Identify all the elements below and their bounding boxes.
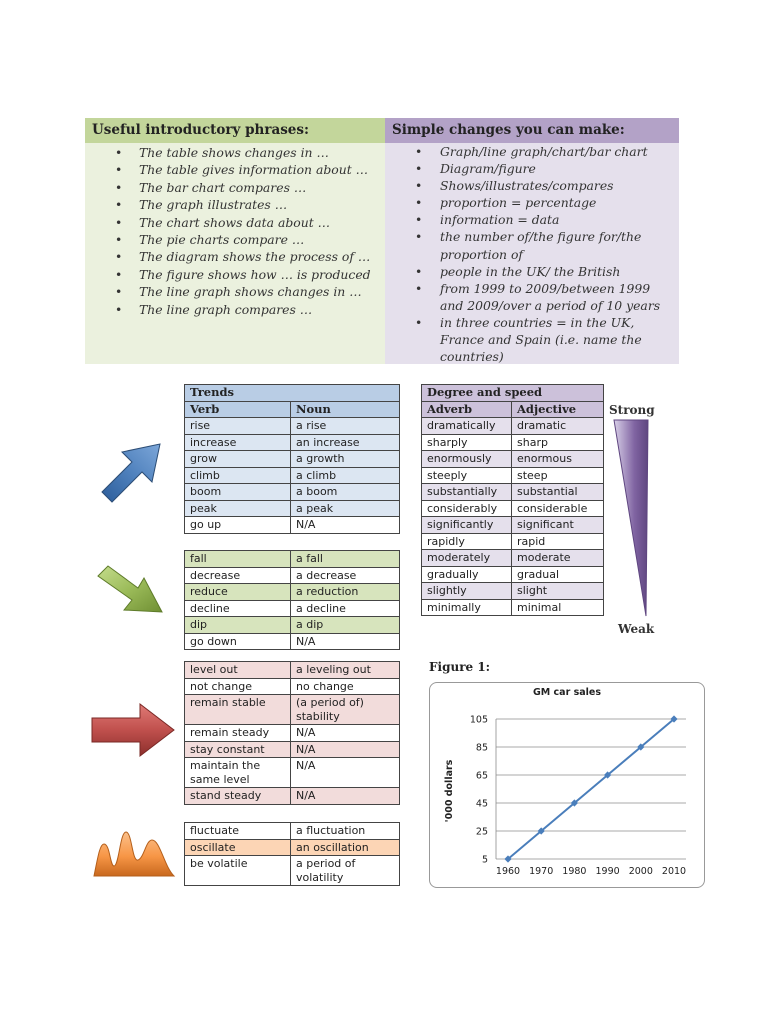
y-tick-label: 85 <box>475 742 488 754</box>
degree-speed-table <box>421 384 604 616</box>
x-tick-label: 2000 <box>628 866 653 877</box>
bullet-icon: • <box>415 263 423 279</box>
line-chart <box>430 683 704 887</box>
table-row: maintain the same level N/A <box>185 758 400 788</box>
weak-label: Weak <box>618 622 655 636</box>
y-axis-label: '000 dollars <box>444 759 455 823</box>
table-row: considerably considerable <box>422 500 604 517</box>
table-row: go down N/A <box>185 633 400 650</box>
table-row: be volatile a period of volatility <box>185 856 400 886</box>
table-row: grow a growth <box>185 451 400 468</box>
simple-changes-list <box>385 143 679 365</box>
list-item: • The chart shows data about … <box>115 214 331 230</box>
table-row: decline a decline <box>185 600 400 617</box>
table-row: gradually gradual <box>422 566 604 583</box>
list-item: • The figure shows how … is produced <box>115 266 371 282</box>
table-row: dramatically dramatic <box>422 418 604 435</box>
intro-phrases-heading: Useful introductory phrases: <box>85 118 385 143</box>
list-item: • Shows/illustrates/compares <box>415 178 614 194</box>
table-row: sharply sharp <box>422 434 604 451</box>
bullet-icon: • <box>115 197 123 213</box>
bullet-icon: • <box>115 162 123 178</box>
x-tick-label: 1960 <box>495 866 521 877</box>
table-row: steeply steep <box>422 467 604 484</box>
table-row: fall a fall <box>185 551 400 568</box>
levels-table <box>184 661 400 805</box>
y-tick-label: 45 <box>475 798 488 810</box>
chart-title: GM car sales <box>532 687 602 698</box>
list-item: • the number of/the figure for/the proportion of <box>415 229 642 262</box>
x-tick-label: 1980 <box>562 866 587 877</box>
table-row: not change no change <box>185 678 400 695</box>
table-row: boom a boom <box>185 484 400 501</box>
table-row: stand steady N/A <box>185 788 400 805</box>
down-arrow-icon <box>92 562 168 618</box>
strong-label: Strong <box>609 403 655 417</box>
simple-changes-panel <box>385 118 679 364</box>
table-row: enormously enormous <box>422 451 604 468</box>
table-row: significantly significant <box>422 517 604 534</box>
figure-label: Figure 1: <box>429 660 491 674</box>
list-item: • information = data <box>415 212 560 228</box>
adjective-header: Adjective <box>512 401 604 418</box>
verb-header: Verb <box>185 401 291 418</box>
chart-frame <box>429 682 705 888</box>
x-tick-label: 2010 <box>661 866 687 877</box>
bullet-icon: • <box>415 144 423 159</box>
list-item: • in three countries = in the UK, France and Spain (i.e. name the countries) <box>415 314 642 365</box>
bullet-icon: • <box>115 145 123 160</box>
list-item: • The table shows changes in … <box>115 145 329 160</box>
list-item: • The pie charts compare … <box>115 232 305 248</box>
right-arrow-icon <box>90 700 178 758</box>
bullet-icon: • <box>115 214 123 230</box>
table-row: moderately moderate <box>422 550 604 567</box>
x-tick-label: 1970 <box>529 866 554 877</box>
table-row: go up N/A <box>185 517 400 534</box>
list-item: • The line graph shows changes in … <box>115 284 362 300</box>
list-item: • The table gives information about … <box>115 162 369 178</box>
table-row: substantially substantial <box>422 484 604 501</box>
list-item: • The diagram shows the process of … <box>115 249 371 265</box>
intro-phrases-list <box>85 143 385 318</box>
table-row: rise a rise <box>185 418 400 435</box>
table-row: level out a leveling out <box>185 662 400 679</box>
trends-caption: Trends <box>185 385 400 402</box>
bullet-icon: • <box>415 314 423 330</box>
table-row: remain stable (a period of) stability <box>185 695 400 725</box>
bullet-icon: • <box>415 280 423 296</box>
bullet-icon: • <box>115 266 123 282</box>
y-tick-label: 5 <box>481 854 488 866</box>
bullet-icon: • <box>115 284 123 300</box>
strength-triangle-icon <box>612 418 650 618</box>
list-item: • Diagram/figure <box>415 161 536 177</box>
table-row: climb a climb <box>185 467 400 484</box>
table-row: remain steady N/A <box>185 725 400 742</box>
list-item: • people in the UK/ the British <box>415 263 621 279</box>
y-tick-label: 65 <box>475 770 488 782</box>
list-item: • The graph illustrates … <box>115 197 288 213</box>
list-item: • The bar chart compares … <box>115 179 307 195</box>
table-row: decrease a decrease <box>185 567 400 584</box>
table-row: dip a dip <box>185 617 400 634</box>
degree-caption: Degree and speed <box>422 385 604 402</box>
trends-table <box>184 384 400 534</box>
list-item: • proportion = percentage <box>415 195 597 211</box>
table-row: rapidly rapid <box>422 533 604 550</box>
noun-header: Noun <box>291 401 400 418</box>
falls-table <box>184 550 400 650</box>
bullet-icon: • <box>415 178 423 194</box>
table-row: fluctuate a fluctuation <box>185 823 400 840</box>
adverb-header: Adverb <box>422 401 512 418</box>
bullet-icon: • <box>415 229 423 245</box>
list-item: • Graph/line graph/chart/bar chart <box>415 144 648 159</box>
simple-changes-heading: Simple changes you can make: <box>385 118 679 143</box>
bullet-icon: • <box>415 195 423 211</box>
bullet-icon: • <box>115 232 123 248</box>
bullet-icon: • <box>415 161 423 177</box>
bullet-icon: • <box>115 301 123 317</box>
table-row: increase an increase <box>185 434 400 451</box>
bullet-icon: • <box>115 179 123 195</box>
table-row: peak a peak <box>185 500 400 517</box>
bullet-icon: • <box>115 249 123 265</box>
y-tick-label: 105 <box>469 714 488 726</box>
intro-phrases-panel <box>85 118 385 364</box>
table-row: reduce a reduction <box>185 584 400 601</box>
fluctuation-wave-icon <box>92 826 176 880</box>
table-row: stay constant N/A <box>185 741 400 758</box>
table-row: minimally minimal <box>422 599 604 616</box>
x-tick-label: 1990 <box>595 866 620 877</box>
up-arrow-icon <box>94 440 166 510</box>
y-tick-label: 25 <box>475 826 488 838</box>
table-row: slightly slight <box>422 583 604 600</box>
table-row: oscillate an oscillation <box>185 839 400 856</box>
series-line <box>508 719 674 859</box>
bullet-icon: • <box>415 212 423 228</box>
list-item: • The line graph compares … <box>115 301 313 317</box>
list-item: • from 1999 to 2009/between 1999 and 2009/over a period of 10 years <box>415 280 661 313</box>
fluctuations-table <box>184 822 400 886</box>
